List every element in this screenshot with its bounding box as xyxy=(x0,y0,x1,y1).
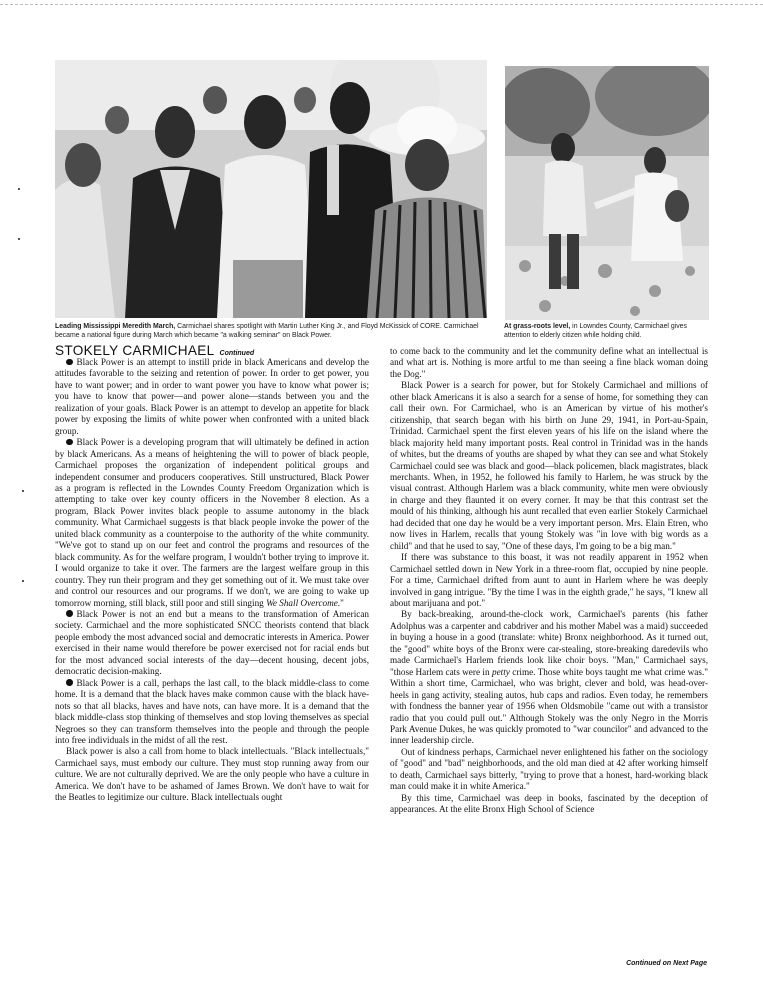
continued-next-page-footer: Continued on Next Page xyxy=(626,960,707,967)
right-paragraph-3: If there was substance to this boast, it was not readily apparent in 1952 when Carmichael settled down in New York in a three-room flat, occupied by nine people. For a time, Carmichael drifted from aunt to aunt in Harlem where he was deeply involved in gang intrigue. "By the time I was in the eighth grade," he says, "I knew all about marijuana and pot." xyxy=(390,552,708,608)
left-paragraph-1: Black Power is an attempt to instill pride in black Americans and develop the attitudes favorable to the seizing and retention of power. In order to get power, you have to want power; and in order to want power you have to know what power is; you have to know that power—and power alone—stands between you and the realization of your goals. Black Power is an attempt to develop an appetite for black power by exposing the limits of white power when confronted with a united black group. xyxy=(55,357,369,436)
scan-speck xyxy=(22,580,24,582)
bullet-icon xyxy=(66,359,73,366)
continued-label: Continued xyxy=(219,350,255,357)
lowndes-photo-caption xyxy=(504,322,714,340)
bullet-icon xyxy=(66,610,73,617)
march-caption-lead: Leading Mississippi Meredith March, xyxy=(55,323,176,330)
scan-speck xyxy=(18,188,20,190)
right-paragraph-6: By this time, Carmichael was deep in books, fascinated by the deception of appearances. At the elite Bronx High School of Science xyxy=(390,792,708,815)
left-paragraph-5: Black power is also a call from home to black intellectuals. "Black intellectuals," Carmichael says, must embody our culture. They must stop running away from our culture. We are not culturally deprived. We are the only people who have a culture in America. We don't have to be ashamed of James Brown. We don't have to wait for the Beatles to legitimize our culture. Black intellectuals ought xyxy=(55,746,369,803)
march-photo xyxy=(55,60,487,318)
right-paragraph-1: to come back to the community and let the community define what an intellectual is and what art is. Nothing is more artful to me than seeing a fine black woman doing the Dog." xyxy=(390,346,708,379)
bullet-icon xyxy=(66,679,73,686)
right-paragraph-5: Out of kindness perhaps, Carmichael never enlightened his father on the sociology of "good" and "bad" neighborhoods, and the old man died at 42 after working himself to death, Carmichael says bitterly, "trying to prove that a honest, hard-working black man could make it in white America." xyxy=(390,746,708,792)
right-paragraph-2: Black Power is a search for power, but for Stokely Carmichael and millions of other black Americans it is also a search for a sense of home, for something they can call their own. For Carmichael, who is an American by virtue of his mother's citizenship, that search began with his birth on June 29, 1941, in Port-au-Spain, Trinidad. Carmichael spent the first eleven years of his life on the island where the black majority held many important posts. Real control in Trinidad was in the hands of whites, but the dreams of youths are shaped by what they can see and what Stokely Carmichael could see was black and good—black policemen, black magistrates, black merchants. When, in 1952, he followed his family to Harlem, he was struck by the visual contrast. Although Harlem was a black community, white men were obviously in charge and they flaunted it on every corner. It may be that this contrast set the mould of his thinking, although his aunt recalled that even earlier Stokely Carmichael had decided that one day he would be a very important person. Mrs. Elain Etren, who now lives in Harlem, recalls that young Stokely was "in love with big words as a child" and that he used to say, "One of these days, I'm going to be a big man." xyxy=(390,380,708,551)
bullet-icon xyxy=(66,439,73,446)
left-text-column xyxy=(55,357,369,804)
right-paragraph-4: By back-breaking, around-the-clock work, Carmichael's parents (his father Adolphus was a carpenter and cabdriver and his mother Mabel was a maid) succeeded in buying a house in a good (translate: white) Bronx neighborhood. As it turned out, the "good" white boys of the Bronx were car-stealing, store-breaking daredevils who made Carmichael's Harlem friends look like choir boys. "Man," Carmichael says, "those Harlem cats were in petty crime. Those white boys taught me what crime was." Within a short time, Carmichael, who was bright, clever and bold, was head-over-heels in gang activity, stealing autos, hub caps and radios. Even today, he remembers with fondness the banner year of 1956 when Oldsmobile "came out with a transistor radio that you could pull out." Although Stokely was the only Negro in the Morris Park Avenue Dukes, he was quickly promoted to "war councilor" and advanced to the inner leadership circle. xyxy=(390,609,709,746)
right-text-column xyxy=(390,346,708,816)
page-top-rule xyxy=(0,4,763,5)
left-paragraph-3: Black Power is not an end but a means to the transformation of American society. Carmichael and the more sophisticated SNCC theorists contend that black people embody the most advanced social and democratic interests in America. Power exercised in their name would therefore be power exercised not for racial ends but for the most advanced social interests of the day—decent housing, decent jobs, democratic decision-making. xyxy=(55,608,369,677)
petty-emphasis: petty xyxy=(491,666,510,677)
lowndes-caption-lead: At grass-roots level, xyxy=(504,323,571,330)
song-title: We Shall Overcome. xyxy=(266,597,341,608)
lowndes-county-photo-image xyxy=(505,66,709,320)
march-photo-caption xyxy=(55,322,487,340)
left-paragraph-2: Black Power is a developing program that will ultimately be defined in action by black Americans. As a means of heightening the will to power of black people, Carmichael proposes the organization of independent political groups and independent consumer and producers cooperatives. Still unstructured, Black Power as a program is reflected in the Lowndes County Freedom Organization which is attempting to take over key county officers in the November 8 election. As a program, Black Power invites black people to assume autonomy in the black community. What Carmichael suggests is that black people invoke the power of the united black community as a counterpoise to the authority of the white community. "We've got to stand up on our feet and control the programs and resources of the black community. As for the welfare program, I wouldn't bother trying to improve it. I would organize to take it over. The farmers are the largest welfare group in this country. They run their program and they get something out of it. We must take over and control our resources and our programs. If we don't, we are going to wake up tomorrow morning, still black, still poor and still singing We Shall Overcome." xyxy=(55,437,369,608)
scan-speck xyxy=(22,490,24,492)
article-title: STOKELY CARMICHAEL xyxy=(55,343,215,358)
march-caption-text: Carmichael shares spotlight with Martin Luther King Jr., and Floyd McKissick of CORE. Carmichael became a national figure during March which became "a walking seminar" on Black Power. xyxy=(55,323,479,339)
march-photo-image xyxy=(55,60,487,318)
lowndes-caption-text: in Lowndes County, Carmichael gives attention to elderly citizen while holding child. xyxy=(504,323,687,339)
scan-speck xyxy=(18,238,20,240)
lowndes-county-photo xyxy=(505,66,709,320)
left-paragraph-4: Black Power is a call, perhaps the last call, to the black middle-class to come home. It is a demand that the black haves make common cause with the black have-nots so that all blacks, haves and have nots, can have more. It is a demand that the black middle-class stop thinking of themselves and stop loving themselves as special Negroes so they can transform themselves into the people and through the people into free individuals in the midst of all the rest. xyxy=(55,677,369,745)
